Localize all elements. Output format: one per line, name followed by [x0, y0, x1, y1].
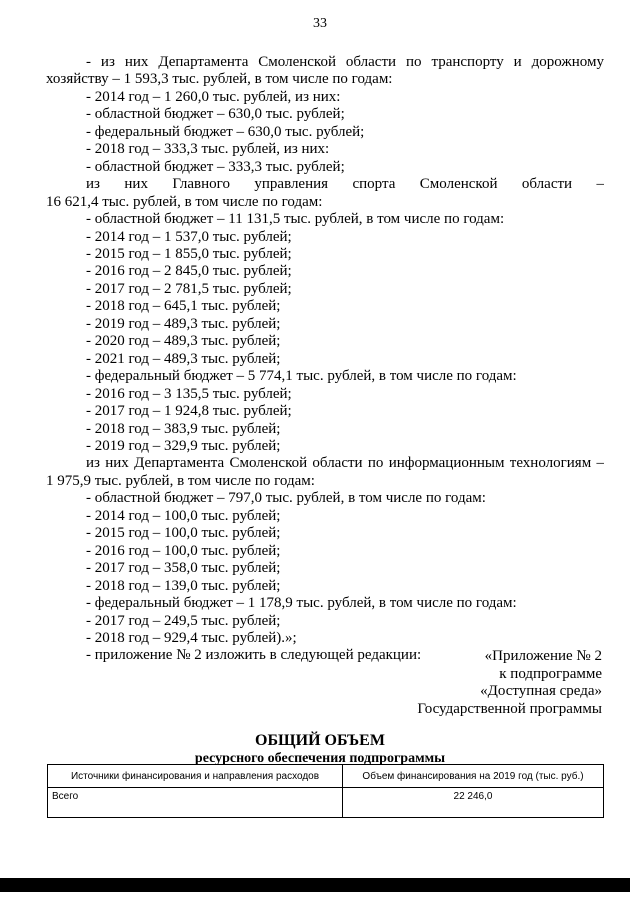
text-line: - 2016 год – 100,0 тыс. рублей; — [86, 542, 281, 559]
text-line: - 2014 год – 100,0 тыс. рублей; — [86, 507, 281, 524]
text-line: - 2014 год – 1 537,0 тыс. рублей; — [86, 228, 292, 245]
table-cell-label: Всего — [48, 788, 343, 818]
text-line: - 2018 год – 929,4 тыс. рублей).»; — [86, 629, 297, 646]
text-line: - 2014 год – 1 260,0 тыс. рублей, из них: — [86, 88, 341, 105]
table-row — [48, 788, 604, 818]
heading-title: ОБЩИЙ ОБЪЕМ — [255, 732, 385, 749]
text-line: - 2021 год – 489,3 тыс. рублей; — [86, 350, 281, 367]
text-line: - областной бюджет – 11 131,5 тыс. рублей, в том числе по годам: — [86, 211, 505, 228]
text-line: - 2017 год – 358,0 тыс. рублей; — [86, 560, 281, 577]
text-line: - областной бюджет – 797,0 тыс. рублей, в том числе по годам: — [86, 490, 486, 507]
text-line: - 2019 год – 489,3 тыс. рублей; — [86, 315, 281, 332]
body-text — [46, 54, 604, 665]
text-line: - 2015 год – 100,0 тыс. рублей; — [86, 525, 281, 542]
text-line: - 2018 год – 139,0 тыс. рублей; — [86, 577, 281, 594]
resource-table — [47, 764, 604, 818]
text-line: - 2020 год – 489,3 тыс. рублей; — [86, 333, 281, 350]
text-line: - 2019 год – 329,9 тыс. рублей; — [86, 437, 281, 454]
text-line: 16 621,4 тыс. рублей, в том числе по годам: — [46, 193, 323, 210]
table-header-cell: Объем финансирования на 2019 год (тыс. руб.) — [343, 765, 604, 788]
appendix-line: к подпрограмме — [499, 665, 602, 682]
text-line: - 2017 год – 2 781,5 тыс. рублей; — [86, 280, 292, 297]
footer-bar — [0, 878, 630, 892]
text-line: - федеральный бюджет – 1 178,9 тыс. рублей, в том числе по годам: — [86, 595, 517, 612]
text-line: - 2016 год – 2 845,0 тыс. рублей; — [86, 263, 292, 280]
text-line: - приложение № 2 изложить в следующей редакции: — [86, 647, 422, 664]
table-header-cell: Источники финансирования и направления расходов — [48, 765, 343, 788]
text-line: - 2018 год – 645,1 тыс. рублей; — [86, 298, 281, 315]
text-line: из них Департамента Смоленской области по информационным технологиям – — [86, 455, 604, 472]
appendix-line: «Доступная среда» — [480, 683, 602, 699]
appendix-line: Государственной программы — [417, 700, 602, 717]
text-line: - 2018 год – 383,9 тыс. рублей; — [86, 420, 281, 437]
text-line: - 2016 год – 3 135,5 тыс. рублей; — [86, 385, 292, 402]
text-line: - федеральный бюджет – 5 774,1 тыс. рублей, в том числе по годам: — [86, 368, 517, 385]
text-line: 1 975,9 тыс. рублей, в том числе по годам: — [46, 472, 315, 489]
page-number: 33 — [313, 16, 327, 31]
appendix-line: «Приложение № 2 — [484, 648, 602, 664]
text-line: из них Главного управления спорта Смоленской области – — [86, 176, 604, 193]
appendix-reference — [417, 648, 602, 718]
table-header-row — [48, 765, 604, 788]
text-line: - 2018 год – 333,3 тыс. рублей, из них: — [86, 141, 330, 158]
text-line: - 2017 год – 249,5 тыс. рублей; — [86, 612, 281, 629]
text-line: - федеральный бюджет – 630,0 тыс. рублей; — [86, 123, 365, 140]
table-cell-value: 22 246,0 — [343, 788, 604, 818]
text-line: - 2017 год – 1 924,8 тыс. рублей; — [86, 403, 292, 420]
text-line: хозяйству – 1 593,3 тыс. рублей, в том числе по годам: — [46, 71, 393, 88]
text-line: - 2015 год – 1 855,0 тыс. рублей; — [86, 245, 292, 262]
text-line: - областной бюджет – 630,0 тыс. рублей; — [86, 106, 345, 123]
text-line: - из них Департамента Смоленской области по транспорту и дорожному — [86, 54, 604, 70]
text-line: - областной бюджет – 333,3 тыс. рублей; — [86, 158, 345, 175]
heading-subtitle: ресурсного обеспечения подпрограммы — [194, 751, 446, 766]
section-heading — [0, 732, 640, 767]
